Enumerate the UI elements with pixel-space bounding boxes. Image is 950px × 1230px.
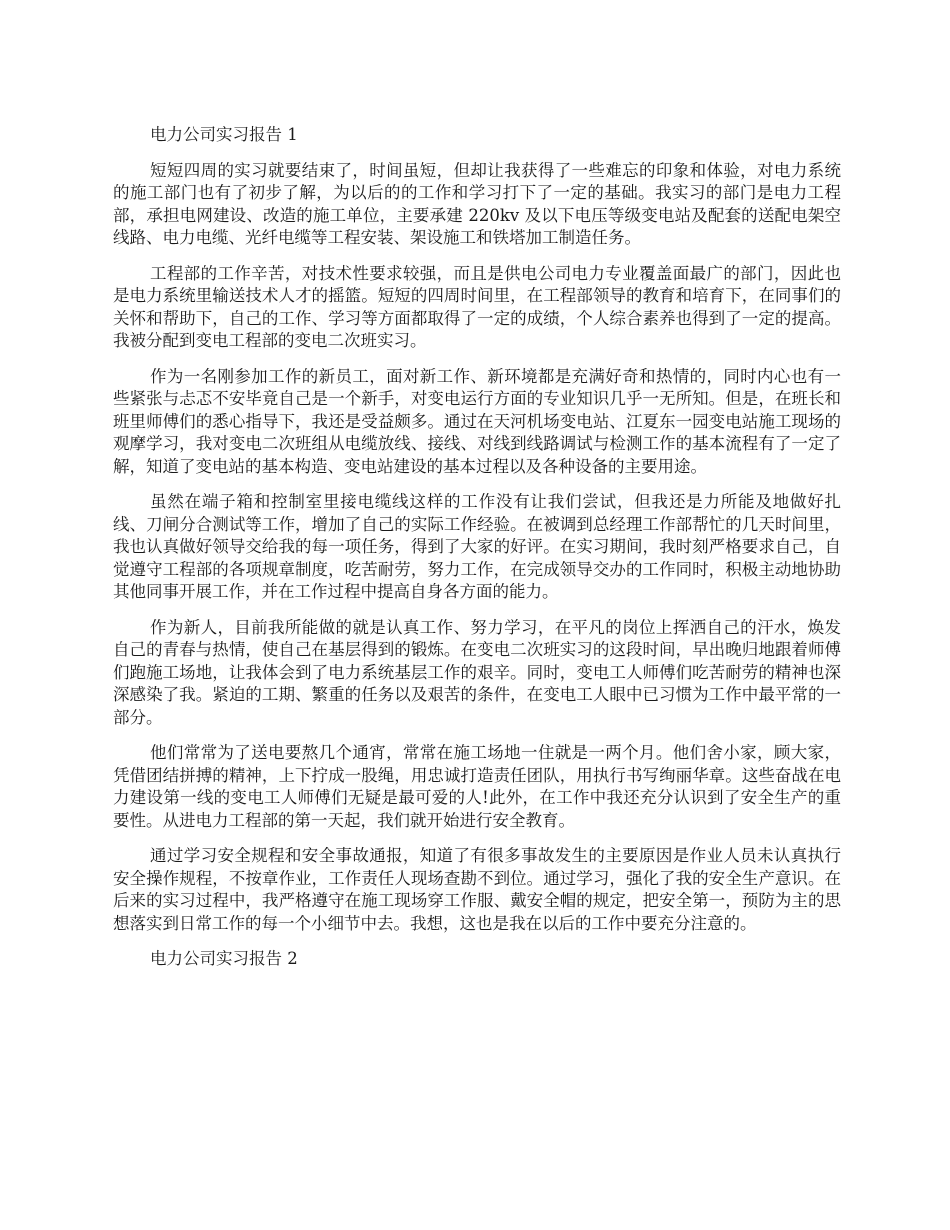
paragraph-7: 通过学习安全规程和安全事故通报，知道了有很多事故发生的主要原因是作业人员未认真执行安全操作规程，不按章作业，工作责任人现场查勘不到位。通过学习，强化了我的安全生产意识。在后来的实习过程中，我严格遵守在施工现场穿工作服、戴安全帽的规定，把安全第一，预防为主的思想落实到日常工作的每一个小细节中去。我想，这也是我在以后的工作中要充分注意的。: [113, 846, 841, 933]
paragraph-3: 作为一名刚参加工作的新员工，面对新工作、新环境都是充满好奇和热情的，同时内心也有一些紧张与忐忑不安毕竟自己是一个新手，对变电运行方面的专业知识几乎一无所知。但是，在班长和班里师傅们的悉心指导下，我还是受益颇多。通过在天河机场变电站、江夏东一园变电站施工现场的观摩学习，我对变电二次班组从电缆放线、接线、对线到线路调试与检测工作的基本流程有了一定了解，知道了变电站的基本构造、变电站建设的基本过程以及各种设备的主要用途。: [113, 366, 841, 476]
paragraph-1: 短短四周的实习就要结束了，时间虽短，但却让我获得了一些难忘的印象和体验，对电力系统的施工部门也有了初步了解，为以后的的工作和学习打下了一定的基础。我实习的部门是电力工程部，承担电网建设、改造的施工单位，主要承建 220kv 及以下电压等级变电站及配套的送配电架空线路、电力电缆、光纤电缆等工程安装、架设施工和铁塔加工制造任务。: [113, 160, 841, 247]
document-body: [113, 124, 841, 984]
paragraph-5: 作为新人，目前我所能做的就是认真工作、努力学习，在平凡的岗位上挥洒自己的汗水，焕发自己的青春与热情，使自己在基层得到的锻炼。在变电二次班实习的这段时间，早出晚归地跟着师傅们跑施工场地，让我体会到了电力系统基层工作的艰辛。同时，变电工人师傅们吃苦耐劳的精神也深深感染了我。紧迫的工期、繁重的任务以及艰苦的条件，在变电工人眼中已习惯为工作中最平常的一部分。: [113, 617, 841, 727]
paragraph-6: 他们常常为了送电要熬几个通宵，常常在施工场地一住就是一两个月。他们舍小家，顾大家，凭借团结拼搏的精神，上下拧成一股绳，用忠诚打造责任团队，用执行书写绚丽华章。这些奋战在电力建设第一线的变电工人师傅们无疑是最可爱的人!此外，在工作中我还充分认识到了安全生产的重要性。从进电力工程部的第一天起，我们就开始进行安全教育。: [113, 743, 841, 830]
paragraph-2: 工程部的工作辛苦，对技术性要求较强，而且是供电公司电力专业覆盖面最广的部门，因此也是电力系统里输送技术人才的摇篮。短短的四周时间里，在工程部领导的教育和培育下，在同事们的关怀和帮助下，自己的工作、学习等方面都取得了一定的成绩，个人综合素养也得到了一定的提高。我被分配到变电工程部的变电二次班实习。: [113, 263, 841, 350]
report-title-2: 电力公司实习报告 2: [150, 949, 298, 968]
paragraph-4: 虽然在端子箱和控制室里接电缆线这样的工作没有让我们尝试，但我还是力所能及地做好扎线、刀闸分合测试等工作，增加了自己的实际工作经验。在被调到总经理工作部帮忙的几天时间里，我也认真做好领导交给我的每一项任务，得到了大家的好评。在实习期间，我时刻严格要求自己，自觉遵守工程部的各项规章制度，吃苦耐劳，努力工作，在完成领导交办的工作同时，积极主动地协助其他同事开展工作，并在工作过程中提高自身各方面的能力。: [113, 492, 841, 601]
report-title-1: 电力公司实习报告 1: [150, 125, 298, 144]
